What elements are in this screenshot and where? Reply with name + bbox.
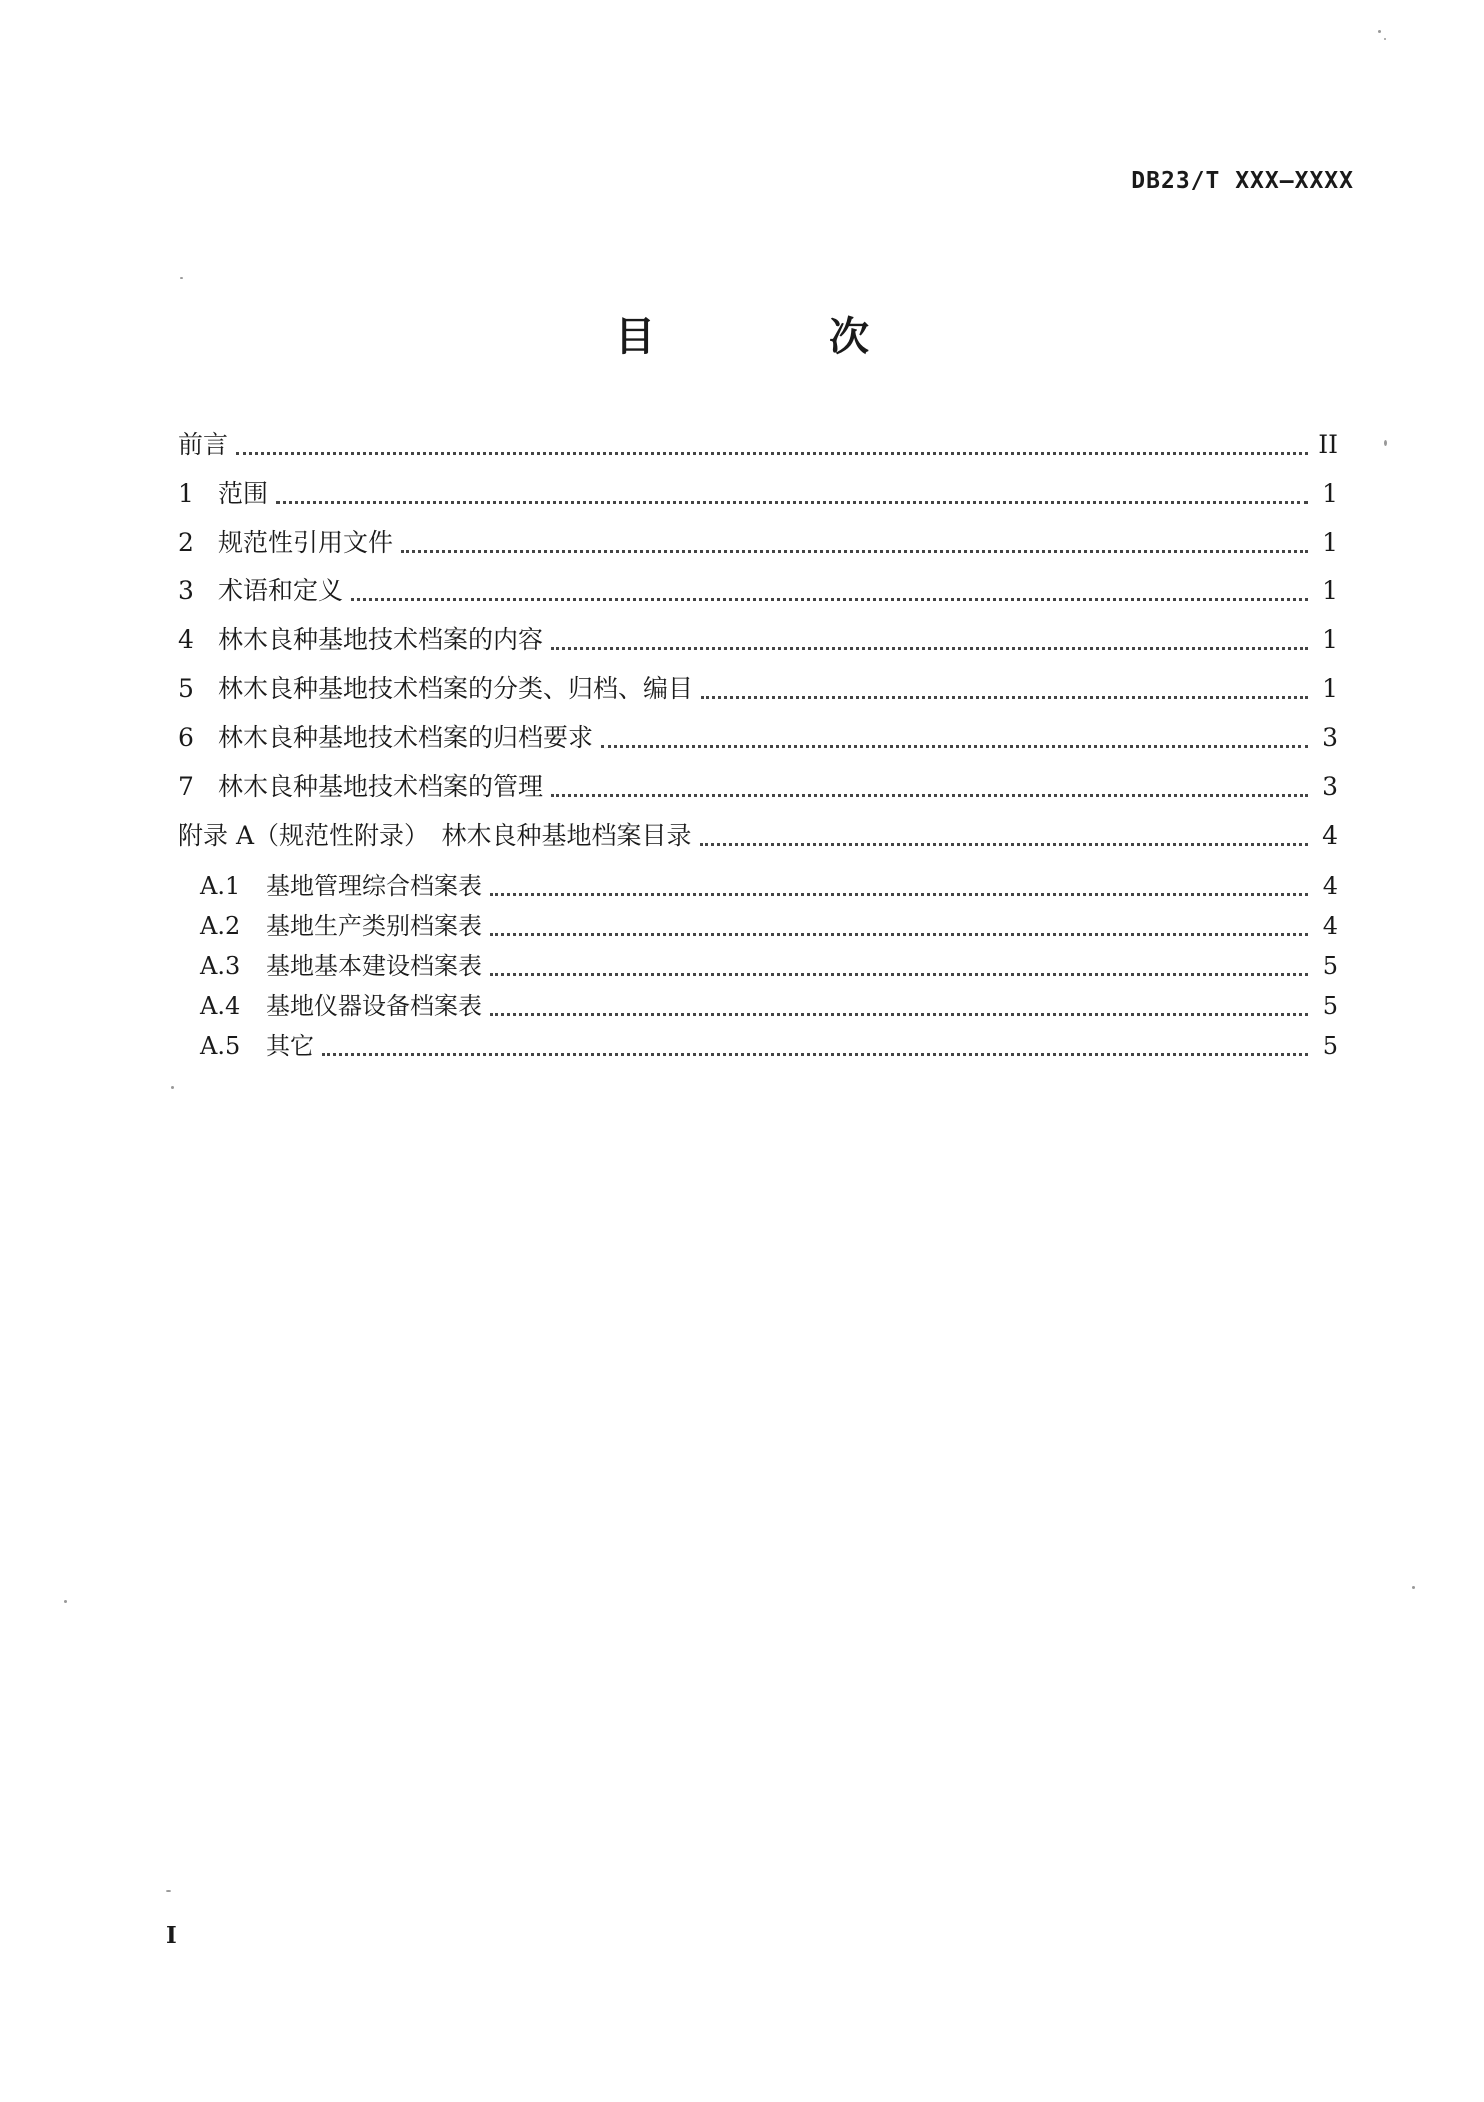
toc-entry-page: 1	[1322, 625, 1338, 654]
toc-entry-text: 林木良种基地技术档案的归档要求	[218, 723, 594, 752]
toc-leader-dots	[701, 696, 1308, 699]
toc-leader-dots	[490, 933, 1308, 936]
toc-entry-number: 3	[178, 576, 194, 605]
toc-entry-page: 4	[1322, 821, 1338, 850]
scan-speck	[1384, 440, 1387, 446]
toc-entry-page: 1	[1322, 528, 1338, 557]
toc-entry-page: 1	[1322, 479, 1338, 508]
scan-speck	[180, 277, 183, 279]
toc-entry-page: 3	[1322, 772, 1338, 801]
toc-leader-dots	[276, 501, 1308, 504]
toc-entry-number: A.3	[200, 952, 241, 980]
toc-entry-page: 1	[1322, 576, 1338, 605]
toc-entry-6[interactable]	[178, 721, 1338, 755]
toc-leader-dots	[601, 745, 1308, 748]
toc-leader-dots	[700, 843, 1308, 846]
toc-entry-a3[interactable]	[200, 949, 1338, 983]
toc-leader-dots	[351, 598, 1308, 601]
toc-entry-a2[interactable]	[200, 909, 1338, 943]
scan-speck	[64, 1600, 67, 1603]
toc-entry-text: 附录 A（规范性附录） 林木良种基地档案目录	[178, 821, 692, 850]
document-code: DB23/T XXX—XXXX	[1131, 168, 1354, 194]
toc-entry-text: 范围	[218, 479, 269, 508]
scan-speck	[171, 1086, 174, 1089]
toc-leader-dots	[551, 647, 1308, 650]
toc-leader-dots	[401, 550, 1308, 553]
toc-entry-page: 4	[1322, 872, 1338, 900]
toc-entry-page: II	[1318, 430, 1338, 459]
toc-entry-page: 5	[1322, 1032, 1338, 1060]
toc-entry-a1[interactable]	[200, 869, 1338, 903]
toc-entry-text: 林木良种基地技术档案的内容	[218, 625, 544, 654]
toc-leader-dots	[490, 1013, 1308, 1016]
toc-entry-number: 6	[178, 723, 194, 752]
scan-speck	[166, 1890, 171, 1892]
toc-leader-dots	[490, 973, 1308, 976]
toc-entry-7[interactable]	[178, 770, 1338, 804]
toc-entry-number: A.4	[200, 992, 241, 1020]
page-number: I	[166, 1922, 177, 1949]
toc-entry-text: 规范性引用文件	[218, 528, 394, 557]
toc-entry-foreword[interactable]	[178, 428, 1338, 462]
toc-entry-page: 1	[1322, 674, 1338, 703]
toc-entry-a4[interactable]	[200, 989, 1338, 1023]
toc-entry-number: 4	[178, 625, 194, 654]
toc-entry-text: 其它	[266, 1032, 314, 1060]
toc-entry-text: 术语和定义	[218, 576, 344, 605]
toc-entry-appendix-a[interactable]	[178, 819, 1338, 853]
toc-leader-dots	[551, 794, 1308, 797]
toc-entry-2[interactable]	[178, 526, 1338, 560]
toc-entry-text: 前言	[178, 430, 229, 459]
toc-entry-number: 1	[178, 479, 194, 508]
page-title: 目 次	[615, 314, 949, 360]
scan-speck	[1378, 30, 1381, 33]
toc-entry-text: 林木良种基地技术档案的管理	[218, 772, 544, 801]
toc-entry-number: 2	[178, 528, 194, 557]
toc-entry-text: 基地仪器设备档案表	[266, 992, 482, 1020]
toc-entry-number: A.1	[200, 872, 241, 900]
toc-leader-dots	[322, 1053, 1308, 1056]
scan-speck	[1384, 38, 1386, 40]
toc-entry-number: 5	[178, 674, 194, 703]
toc-entry-a5[interactable]	[200, 1029, 1338, 1063]
toc-entry-number: A.2	[200, 912, 241, 940]
toc-entry-page: 4	[1322, 912, 1338, 940]
toc-entry-number: 7	[178, 772, 194, 801]
toc-entry-text: 基地基本建设档案表	[266, 952, 482, 980]
toc-entry-3[interactable]	[178, 574, 1338, 608]
toc-entry-text: 基地生产类别档案表	[266, 912, 482, 940]
toc-entry-page: 5	[1322, 992, 1338, 1020]
toc-entry-4[interactable]	[178, 623, 1338, 657]
toc-entry-text: 基地管理综合档案表	[266, 872, 482, 900]
toc-leader-dots	[490, 893, 1308, 896]
scan-speck	[1412, 1586, 1415, 1589]
toc-entry-5[interactable]	[178, 672, 1338, 706]
toc-entry-page: 3	[1322, 723, 1338, 752]
toc-leader-dots	[236, 452, 1308, 455]
toc-entry-number: A.5	[200, 1032, 241, 1060]
toc-entry-page: 5	[1322, 952, 1338, 980]
toc-entry-1[interactable]	[178, 477, 1338, 511]
toc-entry-text: 林木良种基地技术档案的分类、归档、编目	[218, 674, 694, 703]
